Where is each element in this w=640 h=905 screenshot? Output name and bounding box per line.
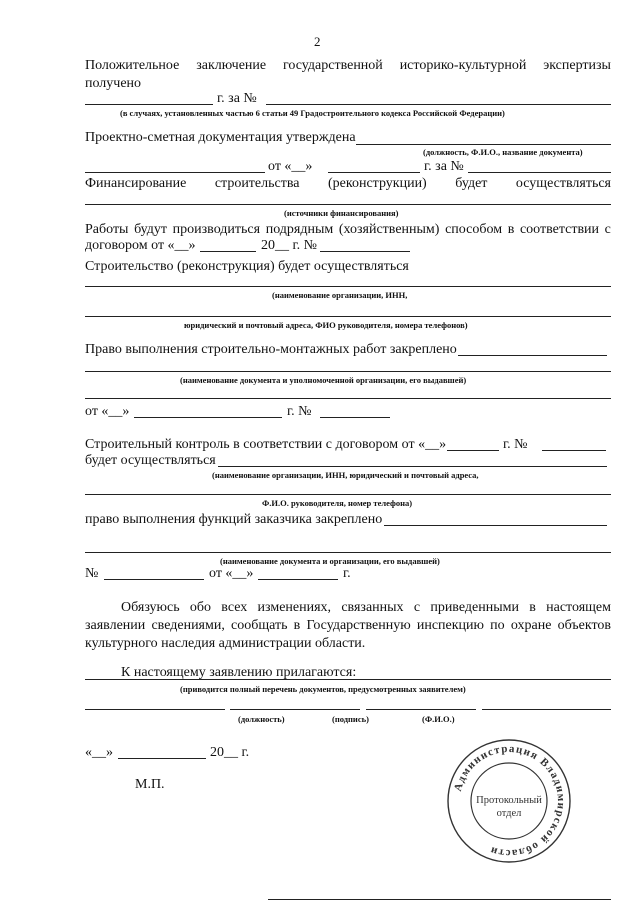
signature-position-line[interactable] [230, 709, 360, 710]
signature-fio-line[interactable] [482, 709, 611, 710]
seal-center-line-2: отдел [496, 808, 522, 819]
financing-note: (источники финансирования) [284, 208, 399, 218]
attachments-line[interactable] [85, 679, 611, 680]
control-date-line[interactable] [447, 450, 499, 451]
construction-org-line-2[interactable] [85, 316, 611, 317]
customer-functions-line[interactable] [384, 525, 607, 526]
expertise-date-line[interactable] [85, 104, 213, 105]
signature-sign-note: (подпись) [332, 714, 369, 724]
word: с [604, 222, 611, 237]
expertise-number-label: г. за № [217, 91, 257, 106]
word: производиться [172, 222, 261, 237]
project-docs-number-label: г. за № [424, 159, 464, 174]
project-docs-line-2[interactable] [85, 172, 265, 173]
construction-note-2: юридический и почтовый адреса, ФИО руководителя, номера телефонов) [184, 320, 468, 330]
attachments-note: (приводится полный перечень документов, предусмотренных заявителем) [180, 684, 466, 694]
signature-fio-note: (Ф.И.О.) [422, 714, 455, 724]
seal-center-line-1: Протокольный [476, 795, 542, 806]
attachments-label: К настоящему заявлению прилагаются: [121, 665, 357, 680]
installation-date-line[interactable] [134, 417, 282, 418]
signature-sign-line[interactable] [366, 709, 476, 710]
construction-by-label: Строительство (реконструкция) будет осуществляться [85, 259, 409, 274]
word: строительства [214, 176, 300, 191]
installation-from: от «__» [85, 404, 130, 419]
expertise-note: (в случаях, установленных частью 6 статьи 49 Градостроительного кодекса Российской Федерации) [120, 108, 505, 118]
control-label: Строительный контроль в соответствии с договором от «__» [85, 437, 447, 452]
project-docs-note: (должность, Ф.И.О., название документа) [423, 147, 583, 157]
customer-from: от «__» [209, 566, 254, 581]
word: историко-культурной [399, 58, 527, 73]
signature-position-line-a[interactable] [85, 709, 225, 710]
construction-org-line[interactable] [85, 286, 611, 287]
word: будут [134, 222, 168, 237]
bottom-rule [268, 899, 611, 900]
customer-doc-line[interactable] [85, 552, 611, 553]
control-note-1: (наименование организации, ИНН, юридический и почтовый адреса, [212, 470, 479, 480]
contract-number-label: 20__ г. № [261, 238, 318, 253]
project-docs-line[interactable] [356, 144, 611, 145]
works-line-1 [85, 222, 611, 238]
word: (реконструкции) [328, 176, 427, 191]
control-note-2: Ф.И.О. руководителя, номер телефона) [262, 498, 413, 508]
customer-number-sign: № [85, 566, 99, 581]
word: Финансирование [85, 176, 187, 191]
word: государственной [283, 58, 383, 73]
contract-from-label: договором от «__» [85, 238, 196, 253]
obligation-paragraph: Обязуюсь обо всех изменениях, связанных с приведенными в настоящем заявлении сведениями, сообщать в Государственную инспекцию по охране объектов культурного наследия администрации области. [85, 600, 611, 651]
word: подрядным [265, 222, 334, 237]
word: Положительное [85, 58, 180, 73]
installation-right-label: Право выполнения строительно-монтажных работ закреплено [85, 342, 457, 357]
financing-line [85, 176, 611, 192]
contract-number-line[interactable] [320, 251, 410, 252]
control-org-line[interactable] [218, 466, 607, 467]
control-org-line-2[interactable] [85, 494, 611, 495]
customer-year-suffix: г. [343, 566, 351, 581]
installation-number-label: г. № [287, 404, 312, 419]
project-docs-date-line[interactable] [328, 172, 420, 173]
customer-date-line[interactable] [258, 579, 338, 580]
customer-note: (наименование документа и организации, его выдавшей) [220, 556, 440, 566]
installation-right-line[interactable] [458, 355, 607, 356]
seal-ring-text: Администрация Владимирской области [451, 742, 568, 860]
project-docs-label: Проектно-сметная документация утверждена [85, 130, 356, 145]
date-year: 20__ г. [210, 745, 250, 760]
project-docs-number-line[interactable] [468, 172, 611, 173]
customer-number-line[interactable] [104, 579, 204, 580]
word: заключение [196, 58, 267, 73]
contract-date-line[interactable] [200, 251, 256, 252]
date-day-month-line[interactable] [118, 758, 206, 759]
control-number-line[interactable] [542, 450, 606, 451]
word: (хозяйственным) [338, 222, 440, 237]
installation-doc-line-2[interactable] [85, 398, 611, 399]
expertise-number-line[interactable] [266, 104, 611, 105]
seal-place-label: М.П. [135, 777, 165, 792]
installation-doc-line[interactable] [85, 371, 611, 372]
word: способом [445, 222, 503, 237]
installation-number-line[interactable] [320, 417, 390, 418]
expertise-line-1 [85, 58, 611, 74]
word: будет [455, 176, 488, 191]
control-by-label: будет осуществляться [85, 453, 216, 468]
customer-functions-label: право выполнения функций заказчика закреплено [85, 512, 383, 527]
page-number: 2 [314, 34, 321, 49]
project-docs-from: от «__» [268, 159, 313, 174]
word: в [507, 222, 515, 237]
control-number-label: г. № [503, 437, 528, 452]
signature-position-note: (должность) [238, 714, 285, 724]
installation-note: (наименование документа и уполномоченной организации, его выдавшей) [180, 375, 467, 385]
seal-stamp [444, 736, 574, 866]
word: экспертизы [543, 58, 611, 73]
construction-note-1: (наименование организации, ИНН, [272, 290, 408, 300]
word: осуществляться [515, 176, 611, 191]
financing-source-line[interactable] [85, 204, 611, 205]
date-open: «__» [85, 745, 113, 760]
expertise-received-label: получено [85, 76, 142, 91]
word: соответствии [519, 222, 600, 237]
word: Работы [85, 222, 129, 237]
